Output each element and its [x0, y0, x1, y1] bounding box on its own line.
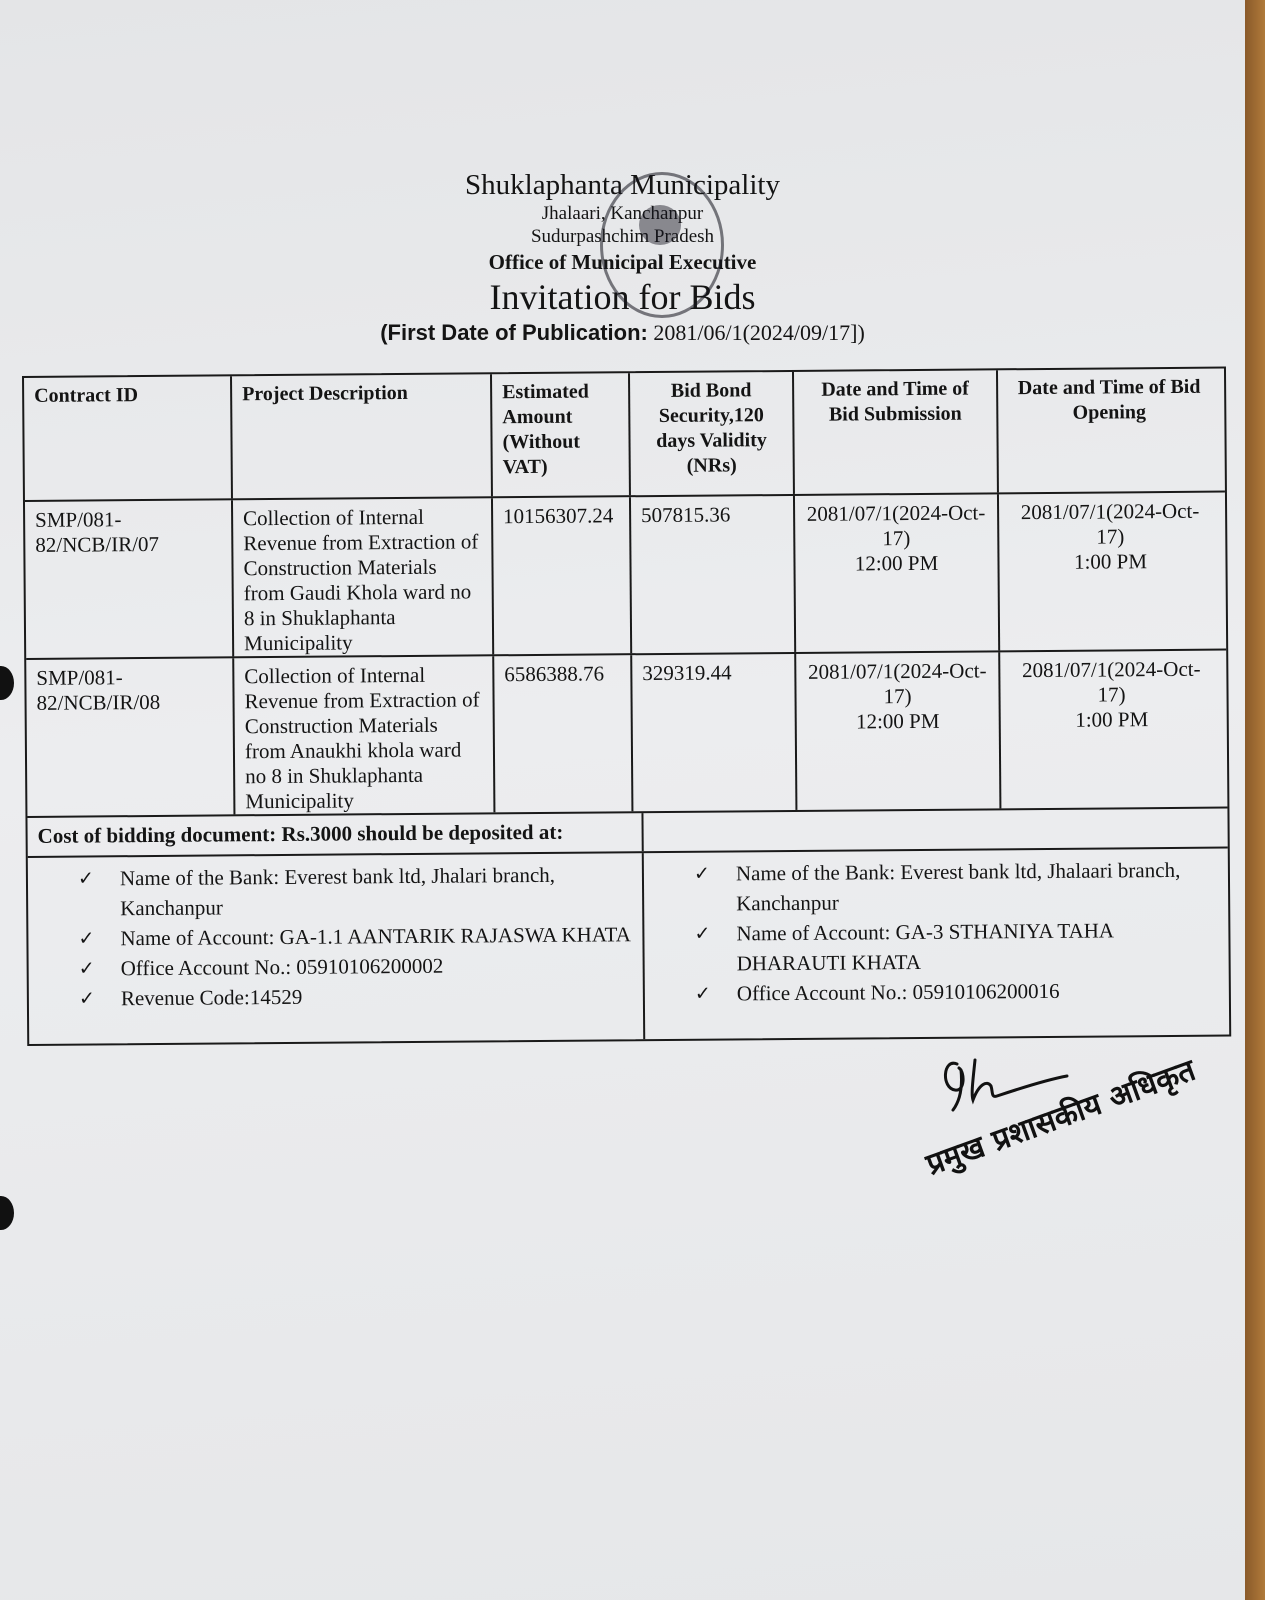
- opening-time: 1:00 PM: [1073, 549, 1148, 574]
- column-header: Estimated Amount (Without VAT): [492, 373, 631, 496]
- opening-time: 1:00 PM: [1075, 707, 1149, 732]
- column-header: Contract ID: [24, 376, 233, 500]
- bid-bond-security: 507815.36: [631, 496, 796, 653]
- bank-detail-item: ✓ Name of the Bank: Everest bank ltd, Jhalari branch, Kanchanpur: [78, 859, 632, 923]
- project-description: Collection of Internal Revenue from Extraction of Construction Materials from Anaukhi khola ward no 8 in Shuklaphanta Municipality: [234, 656, 495, 814]
- submission-time: 12:00 PM: [855, 708, 940, 734]
- bank-detail-item: ✓ Name of Account: GA-1.1 AANTARIK RAJASWA KHATA: [78, 919, 632, 953]
- submission-date: 2081/07/1(2024-Oct-17): [806, 500, 986, 551]
- publication-date: 2081/06/1(2024/09/17]): [653, 320, 865, 345]
- column-header: Project Description: [232, 374, 493, 498]
- designation-seal: प्रमुख प्रशासकीय अधिकृत: [921, 1052, 1201, 1183]
- stamp-emblem-icon: [639, 205, 681, 245]
- org-name: Shuklaphanta Municipality: [465, 169, 780, 201]
- bid-bond-security: 329319.44: [632, 654, 797, 811]
- bank-details-left: [28, 853, 645, 1044]
- cost-label: Cost of bidding document: Rs.3000 should be deposited at:: [27, 813, 643, 856]
- estimated-amount: 10156307.24: [493, 497, 632, 654]
- project-description: Collection of Internal Revenue from Extraction of Construction Materials from Gaudi Khola ward no 8 in Shuklaphanta Municipality: [233, 498, 494, 656]
- contract-id: SMP/081-82/NCB/IR/08: [26, 658, 235, 816]
- office-stamp: [600, 172, 724, 318]
- opening-date: 2081/07/1(2024-Oct-17): [1020, 498, 1200, 549]
- bank-details-row: [28, 849, 1229, 1044]
- address-line-2: Sudurpashchim Pradesh: [530, 226, 715, 247]
- submission-date: 2081/07/1(2024-Oct-17): [808, 658, 987, 709]
- bank-detail-item: ✓ Revenue Code:14529: [79, 979, 633, 1013]
- table-row: [26, 651, 1227, 818]
- address-line-1: Jhalaari, Kanchanpur: [541, 203, 704, 224]
- publication-label: (First Date of Publication:: [380, 320, 648, 345]
- opening-datetime: [1000, 651, 1223, 809]
- column-header: Date and Time of Bid Opening: [1017, 375, 1201, 424]
- cost-empty-cell: [643, 809, 1223, 852]
- bank-details-right: [644, 849, 1225, 1040]
- submission-datetime: [795, 494, 1000, 652]
- opening-datetime: [999, 493, 1222, 651]
- office-name: Office of Municipal Executive: [488, 250, 757, 274]
- bids-table: [22, 367, 1231, 1046]
- bank-detail-item: ✓ Name of the Bank: Everest bank ltd, Jhalaari branch, Kanchanpur: [694, 855, 1214, 919]
- opening-date: 2081/07/1(2024-Oct-17): [1021, 656, 1201, 707]
- column-header: Bid Bond Security,120 days Validity (NRs): [630, 372, 795, 495]
- bank-detail-item: ✓ Office Account No.: 05910106200016: [695, 975, 1215, 1009]
- submission-datetime: [796, 652, 1001, 810]
- table-row: [25, 493, 1226, 660]
- bank-detail-item: ✓ Office Account No.: 05910106200002: [79, 949, 633, 983]
- contract-id: SMP/081-82/NCB/IR/07: [25, 500, 234, 658]
- notice-title: Invitation for Bids: [489, 277, 756, 317]
- column-header: Date and Time of Bid Submission: [794, 370, 999, 494]
- estimated-amount: 6586388.76: [494, 655, 633, 812]
- paper-edge: [1245, 0, 1265, 1600]
- table-header-row: [24, 369, 1225, 502]
- publication-line: [0, 318, 1245, 348]
- bank-detail-item: ✓ Name of Account: GA-3 STHANIYA TAHA DHARAUTI KHATA: [694, 915, 1214, 979]
- submission-time: 12:00 PM: [854, 550, 939, 576]
